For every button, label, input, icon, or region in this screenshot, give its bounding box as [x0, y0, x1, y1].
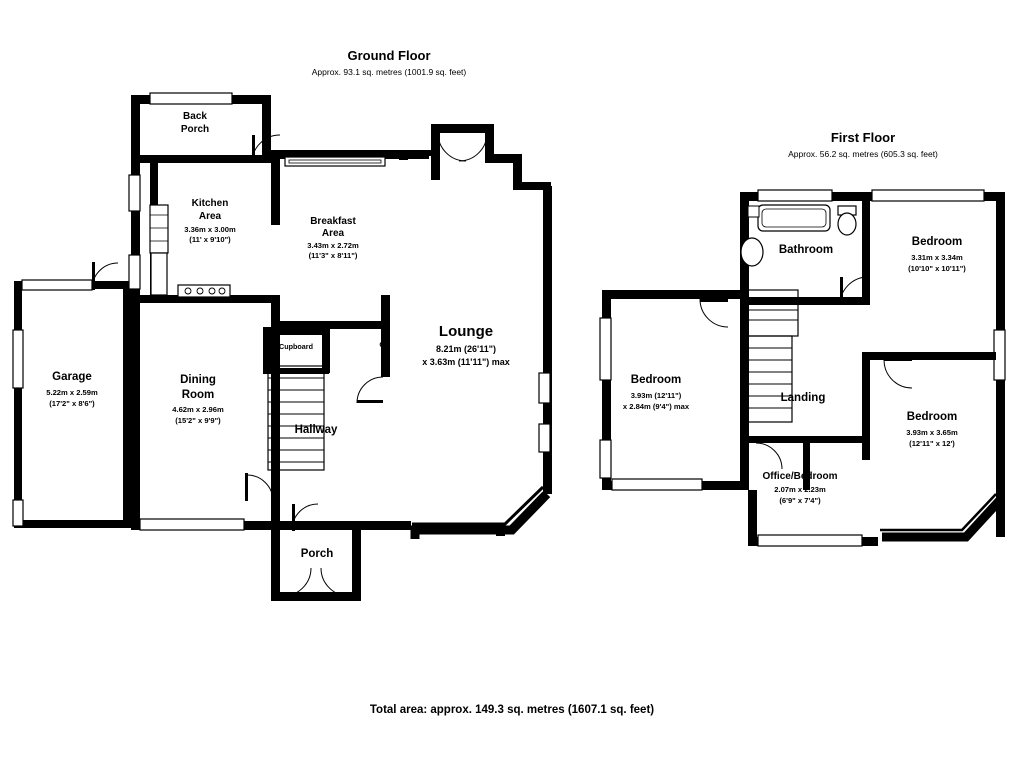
room-label-bathroom: Bathroom — [778, 244, 834, 256]
ground-floor-subtitle: Approx. 93.1 sq. metres (1001.9 sq. feet) — [311, 67, 467, 77]
room-dim-office-metric: 2.07m x 2.23m — [774, 485, 826, 494]
room-dim-garage-metric: 5.22m x 2.59m — [46, 388, 98, 397]
room-dim-bedroom-3-imperial: (12'11" x 12') — [909, 439, 955, 448]
room-label-bedroom-2: Bedroom — [630, 374, 682, 386]
room-dim-bedroom-1-metric: 3.31m x 3.34m — [911, 253, 963, 262]
room-label-dining-line2: Room — [181, 389, 215, 401]
room-dim-bedroom-3-metric: 3.93m x 3.65m — [906, 428, 958, 437]
room-dim-dining-imperial: (15'2" x 9'9") — [175, 416, 221, 425]
room-dim-garage-imperial: (17'2" x 8'6") — [49, 399, 95, 408]
room-label-garage: Garage — [52, 371, 92, 383]
room-label-back-porch-line2: Porch — [180, 124, 210, 135]
first-floor-subtitle: Approx. 56.2 sq. metres (605.3 sq. feet) — [788, 149, 938, 159]
room-label-landing: Landing — [780, 392, 826, 404]
cupboard-marker-c: C — [379, 340, 385, 349]
room-dim-lounge-1: 8.21m (26'11") — [436, 344, 496, 354]
room-label-breakfast-line2: Area — [321, 228, 345, 239]
room-dim-office-imperial: (6'9" x 7'4") — [779, 496, 821, 505]
room-dim-breakfast-imperial: (11'3" x 8'11") — [308, 251, 358, 260]
first-stairs — [742, 290, 798, 432]
room-dim-bedroom-1-imperial: (10'10" x 10'11") — [908, 264, 966, 273]
room-label-dining-line1: Dining — [180, 374, 216, 386]
room-dim-breakfast-metric: 3.43m x 2.72m — [307, 241, 359, 250]
room-dim-bedroom-2-imperial: x 2.84m (9'4") max — [622, 402, 690, 411]
ground-internal-walls — [129, 163, 390, 501]
room-label-hallway: Hallway — [294, 424, 338, 436]
room-dim-kitchen-imperial: (11' x 9'10") — [189, 235, 231, 244]
room-dim-kitchen-metric: 3.36m x 3.00m — [184, 225, 236, 234]
room-label-kitchen-line2: Area — [198, 211, 222, 222]
total-area-footer: Total area: approx. 149.3 sq. metres (1607.1 sq. feet) — [369, 704, 655, 716]
room-label-lounge: Lounge — [438, 323, 494, 340]
ground-floor-title: Ground Floor — [347, 48, 431, 63]
room-label-kitchen-line1: Kitchen — [191, 198, 229, 209]
room-dim-bedroom-2-metric: 3.93m (12'11") — [630, 391, 682, 400]
room-label-cupboard: Cupboard — [279, 342, 313, 351]
first-floor-title: First Floor — [830, 130, 896, 145]
room-dim-lounge-2: x 3.63m (11'11") max — [422, 357, 510, 367]
room-label-back-porch-line1: Back — [183, 111, 207, 122]
room-label-porch: Porch — [300, 548, 334, 560]
room-label-breakfast-line1: Breakfast — [310, 216, 356, 227]
room-dim-dining-metric: 4.62m x 2.96m — [172, 405, 224, 414]
room-label-bedroom-3: Bedroom — [906, 411, 958, 423]
room-label-office-bedroom: Office/Bedroom — [762, 471, 838, 482]
room-label-bedroom-1: Bedroom — [911, 236, 963, 248]
